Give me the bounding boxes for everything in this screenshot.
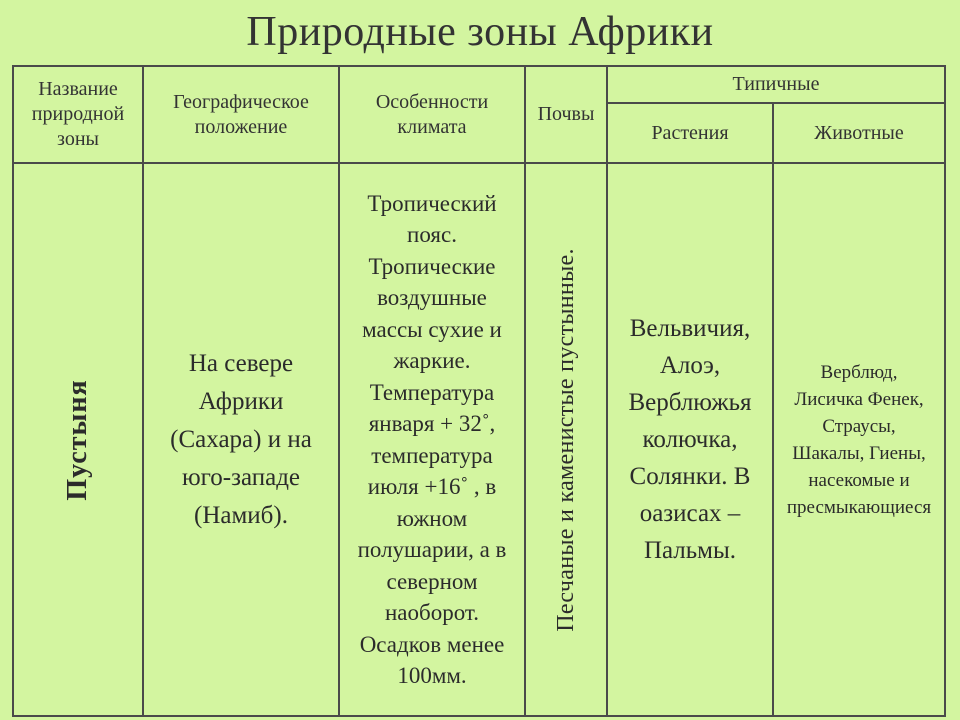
header-climate: Особенности климата — [339, 66, 525, 163]
header-plants: Растения — [607, 103, 773, 163]
header-zone-name: Название природной зоны — [13, 66, 143, 163]
soils-cell — [525, 163, 607, 716]
header-soils: Почвы — [525, 66, 607, 163]
soils-text: Песчаные и каменистые пустынные. — [553, 247, 579, 632]
climate-cell: Тропический пояс. Тропические воздушные массы сухие и жаркие. Температура января + 32˚, температура июля +16˚ , в южном полушарии, а в северном наоборот. Осадков менее 100мм. — [339, 163, 525, 716]
header-geo-position: Географическое положение — [143, 66, 339, 163]
zone-name: Пустыня — [62, 378, 93, 501]
page-title: Природные зоны Африки — [246, 9, 714, 55]
plants-cell: Вельвичия, Алоэ, Верблюжья колючка, Солянки. В оазисах – Пальмы. — [607, 163, 773, 716]
header-row-top — [13, 66, 945, 103]
header-animals: Животные — [773, 103, 945, 163]
geo-position-cell: На севере Африки (Сахара) и на юго-западе (Намиб). — [143, 163, 339, 716]
table-row — [13, 163, 945, 716]
natural-zones-table — [12, 65, 946, 717]
header-typical: Типичные — [607, 66, 945, 103]
animals-cell: Верблюд, Лисичка Фенек, Страусы, Шакалы, Гиены, насекомые и пресмыкающиеся — [773, 163, 945, 716]
zone-name-cell — [13, 163, 143, 716]
